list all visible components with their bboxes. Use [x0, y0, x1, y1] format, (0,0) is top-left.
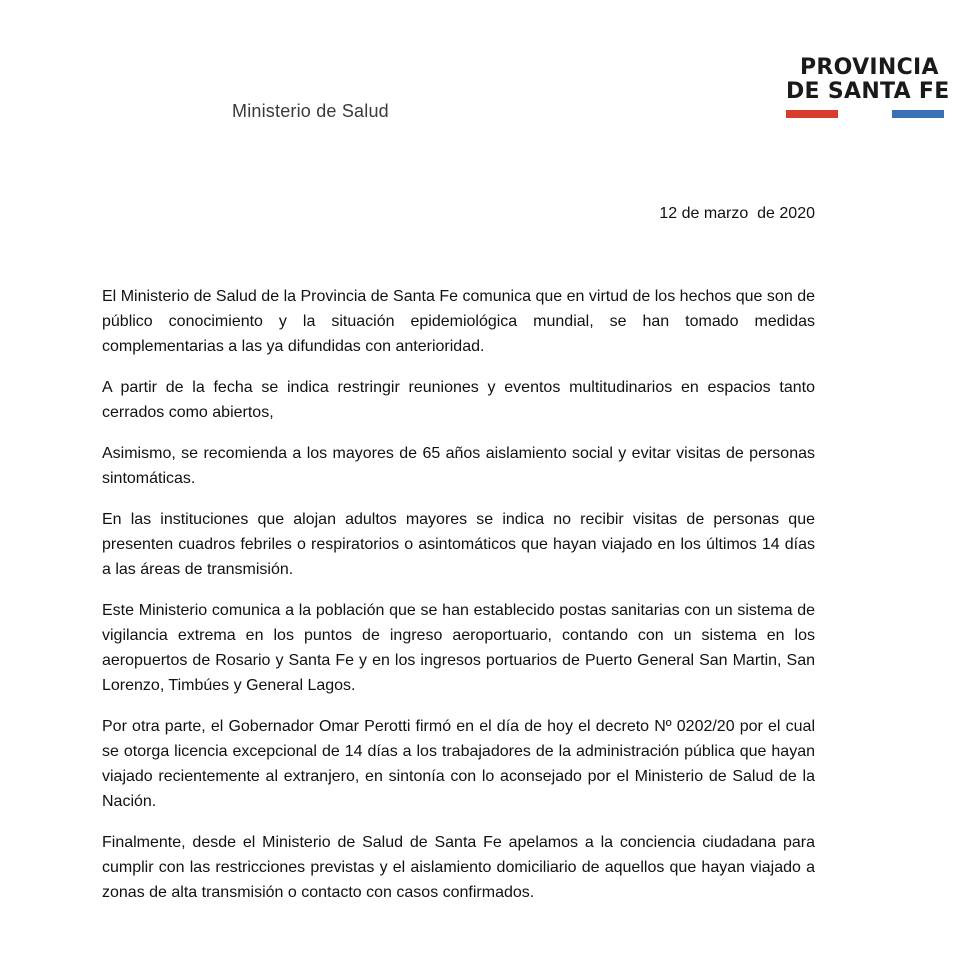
document-body	[102, 284, 815, 921]
paragraph-5: Este Ministerio comunica a la población que se han establecido postas sanitarias con un sistema de vigilancia extrema en los puntos de ingreso aeroportuario, contando con un sistema en los aeropuertos de Rosario y Santa Fe y en los ingresos portuarios de Puerto General San Martin, San Lorenzo, Timbúes y General Lagos.	[102, 602, 815, 694]
paragraph-2: A partir de la fecha se indica restringir reuniones y eventos multitudinarios en espacios tanto cerrados como abiertos,	[102, 379, 815, 421]
logo-line-2: DE SANTA FE	[786, 79, 950, 104]
paragraph-7: Finalmente, desde el Ministerio de Salud de Santa Fe apelamos a la conciencia ciudadana para cumplir con las restricciones previstas y el aislamiento domiciliario de aquellos que hayan viajado a zonas de alta transmisión o contacto con casos confirmados.	[102, 834, 815, 901]
ministry-name: Ministerio de Salud	[232, 101, 389, 121]
logo-color-bars	[786, 110, 946, 120]
paragraph-6: Por otra parte, el Gobernador Omar Perotti firmó en el día de hoy el decreto Nº 0202/20 por el cual se otorga licencia excepcional de 14 días a los trabajadores de la administración pública que hayan viajado recientemente al extranjero, en sintonía con lo aconsejado por el Ministerio de Salud de la Nación.	[102, 718, 815, 810]
logo-red-bar	[786, 110, 838, 118]
paragraph-4: En las instituciones que alojan adultos mayores se indica no recibir visitas de personas que presenten cuadros febriles o respiratorios o asintomáticos que hayan viajado en los últimos 14 días a las áreas de transmisión.	[102, 511, 815, 578]
paragraph-3: Asimismo, se recomienda a los mayores de 65 años aislamiento social y evitar visitas de personas sintomáticas.	[102, 445, 815, 487]
paragraph-1: El Ministerio de Salud de la Provincia de Santa Fe comunica que en virtud de los hechos que son de público conocimiento y la situación epidemiológica mundial, se han tomado medidas complementarias a las ya difundidas con anterioridad.	[102, 288, 815, 355]
logo-blue-bar	[892, 110, 944, 118]
document-date: 12 de marzo de 2020	[659, 205, 815, 222]
province-logo	[786, 55, 950, 120]
logo-line-1: PROVINCIA	[800, 55, 939, 80]
